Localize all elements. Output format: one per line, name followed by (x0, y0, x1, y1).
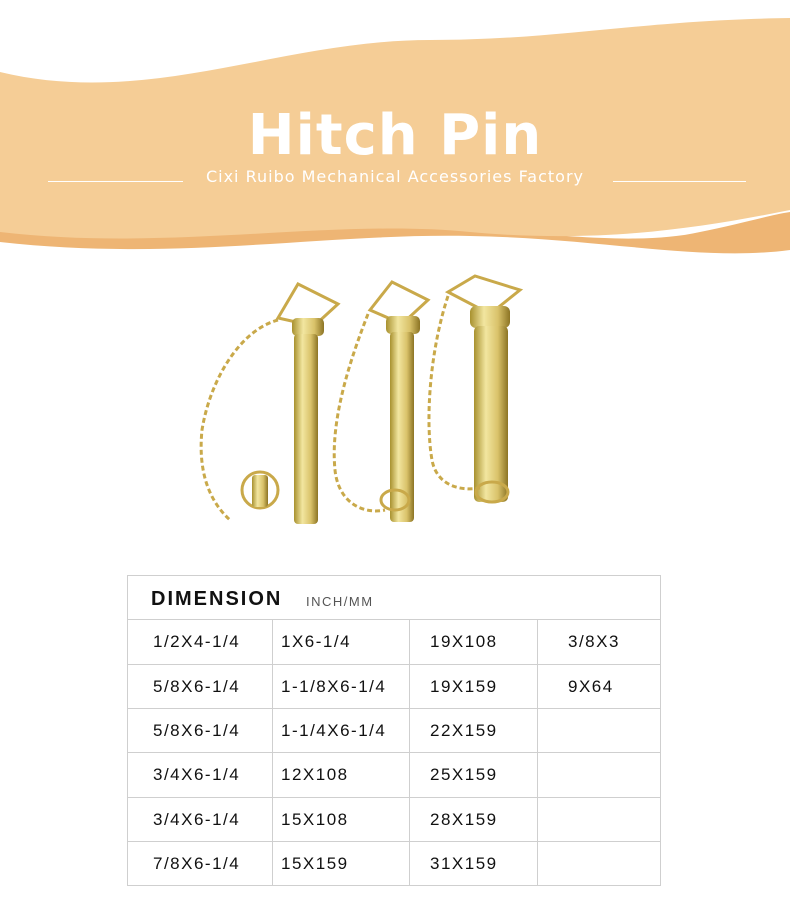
hitch-pin-right (429, 276, 520, 502)
table-cell (538, 842, 660, 885)
table-cell: 3/8X3 (568, 632, 620, 651)
table-cell: 9X64 (568, 676, 614, 696)
table-cell (538, 709, 660, 752)
table-cell: 15X159 (273, 842, 410, 885)
table-cell: 31X159 (410, 842, 538, 885)
table-cell: 5/8X6-1/4 (128, 709, 273, 752)
dimension-table (127, 575, 661, 886)
table-cell: 5/8X6-1/4 (128, 665, 273, 708)
table-cell: 3/4X6-1/4 (128, 798, 273, 841)
page-title: Hitch Pin (247, 103, 543, 168)
table-cell: 25X159 (410, 753, 538, 797)
product-image (180, 270, 580, 545)
table-row (128, 842, 660, 885)
hitch-pin-middle (334, 282, 428, 522)
table-cell: 22X159 (410, 709, 538, 752)
table-cell: 19X159 (410, 665, 538, 708)
table-row (128, 665, 660, 709)
hitch-pin-left (201, 284, 338, 524)
table-cell: 1/2X4-1/4 (128, 620, 273, 664)
table-cell: 7/8X6-1/4 (128, 842, 273, 885)
table-title: DIMENSION (151, 588, 283, 610)
table-cell: 28X159 (410, 798, 538, 841)
table-cell: 1-1/8X6-1/4 (273, 665, 410, 708)
table-cell: 3/4X6-1/4 (128, 753, 273, 797)
table-row (128, 709, 660, 753)
table-row (128, 798, 660, 842)
table-cell: 19X108 (410, 620, 538, 664)
table-cell (538, 798, 660, 841)
table-cell (538, 753, 660, 797)
table-cell: 15X108 (273, 798, 410, 841)
table-row (128, 620, 660, 665)
table-row (128, 753, 660, 798)
table-cell: 1-1/4X6-1/4 (273, 709, 410, 752)
hitch-pins-illustration (180, 270, 580, 545)
table-cell: 12X108 (273, 753, 410, 797)
table-unit: INCH/MM (306, 594, 374, 609)
table-header (128, 576, 660, 620)
page-subtitle: Cixi Ruibo Mechanical Accessories Factory (205, 167, 585, 186)
subtitle-rule-right (613, 181, 746, 182)
table-cell: 1X6-1/4 (273, 620, 410, 664)
